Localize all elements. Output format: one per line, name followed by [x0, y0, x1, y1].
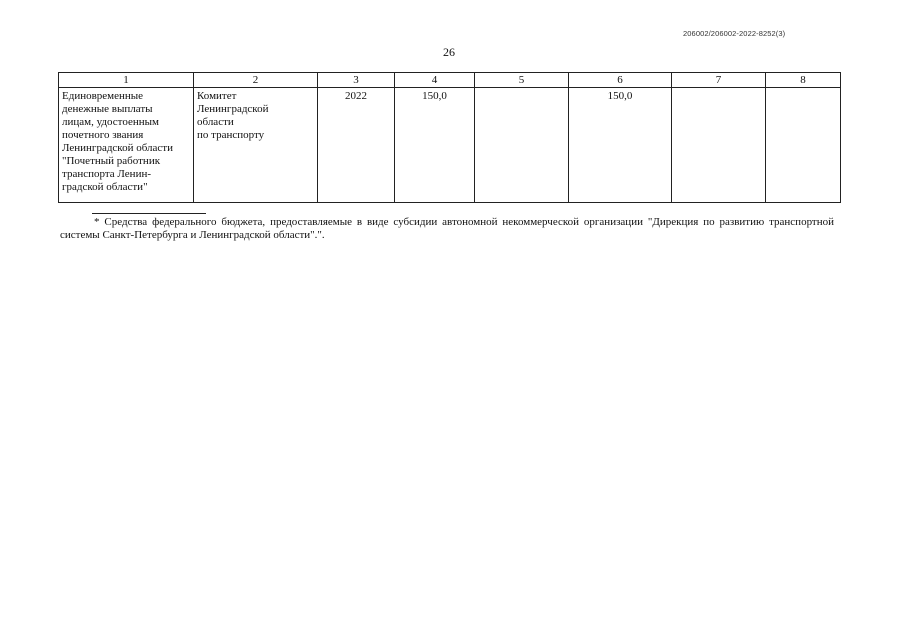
cell-total: 150,0	[395, 88, 475, 203]
footnote-text: * Средства федерального бюджета, предоставляемые в виде субсидии автономной некоммерческой организации "Дирекция по развитию транспортной системы Санкт-Петербурга и Ленинградской области".".	[60, 216, 834, 241]
column-header-2: 2	[194, 73, 318, 88]
document-id: 206002/206002-2022-8252(3)	[683, 29, 786, 38]
executor-line: Комитет	[197, 90, 237, 102]
description-line: денежные выплаты	[62, 103, 153, 115]
description-line: Ленинградской области	[62, 142, 173, 154]
cell-col6: 150,0	[569, 88, 672, 203]
executor-line: Ленинградской	[197, 103, 269, 115]
cell-col8	[766, 88, 841, 203]
cell-description	[59, 88, 194, 203]
table-row	[59, 88, 841, 203]
column-header-8: 8	[766, 73, 841, 88]
cell-col7	[672, 88, 766, 203]
table-header-row	[59, 73, 841, 88]
column-header-1: 1	[59, 73, 194, 88]
cell-col5	[475, 88, 569, 203]
cell-executor	[194, 88, 318, 203]
data-table	[58, 72, 841, 203]
column-header-5: 5	[475, 73, 569, 88]
column-header-6: 6	[569, 73, 672, 88]
executor-line: области	[197, 116, 234, 128]
column-header-7: 7	[672, 73, 766, 88]
cell-year: 2022	[318, 88, 395, 203]
footnote-divider	[92, 213, 206, 214]
column-header-3: 3	[318, 73, 395, 88]
description-line: Единовременные	[62, 90, 144, 102]
column-header-4: 4	[395, 73, 475, 88]
description-line: транспорта Ленин-	[62, 168, 151, 180]
description-line: "Почетный работник	[62, 155, 161, 167]
executor-line: по транспорту	[197, 129, 265, 141]
description-line: градской области"	[62, 181, 148, 193]
description-line: лицам, удостоенным	[62, 116, 159, 128]
description-line: почетного звания	[62, 129, 144, 141]
page-number: 26	[443, 45, 455, 59]
